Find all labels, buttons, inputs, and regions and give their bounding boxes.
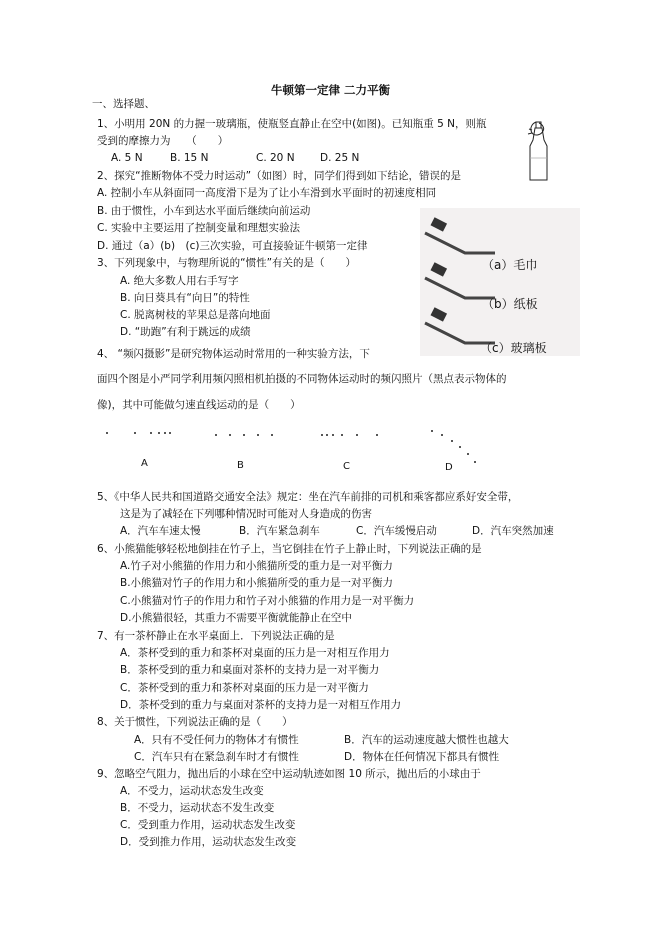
q8-option-c: C．汽车只有在紧急刹车时才有惯性 (134, 751, 299, 763)
q8-option-a: A．只有不受任何力的物体才有惯性 (134, 734, 299, 746)
q7-option-b: B．茶杯受到的重力和桌面对茶杯的支持力是一对平衡力 (120, 664, 380, 676)
q2-option-a: A. 控制小车从斜面同一高度滑下是为了让小车滑到水平面时的初速度相同 (97, 187, 437, 199)
q1-option-d: D. 25 N (320, 152, 360, 164)
q2-stem: 2、探究“推断物体不受力时运动”（如图）时，同学们得到如下结论，错误的是 (97, 170, 462, 182)
q7-option-c: C．茶杯受到的重力和茶杯对桌面的压力是一对平衡力 (120, 682, 369, 694)
q8-option-d: D．物体在任何情况下都具有惯性 (344, 751, 500, 763)
ramp-a-label: （a）毛巾 (482, 258, 538, 272)
q9-option-b: B．不受力，运动状态不发生改变 (120, 802, 275, 814)
q4-stem-line3: 像)，其中可能做匀速直线运动的是（ ） (97, 399, 301, 411)
q9-option-a: A．不受力，运动状态发生改变 (120, 785, 264, 797)
strobe-label-b: B (237, 460, 244, 471)
q9-option-c: C．受到重力作用，运动状态发生改变 (120, 819, 296, 831)
q1-option-c: C. 20 N (256, 152, 295, 164)
q5-option-c: C．汽车缓慢启动 (356, 525, 437, 537)
q3-option-b: B. 向日葵具有“向日”的特性 (120, 292, 250, 304)
q3-option-d: D. “助跑”有利于跳远的成绩 (120, 326, 251, 338)
q1-option-b: B. 15 N (170, 152, 209, 164)
q6-option-c: C.小熊猫对竹子的作用力和竹子对小熊猫的作用力是一对平衡力 (120, 595, 415, 607)
strobe-label-c: C (343, 461, 350, 472)
q5-option-d: D．汽车突然加速 (472, 525, 554, 537)
page-title: 牛顿第一定律 二力平衡 (270, 83, 390, 97)
strobe-label-a: A (141, 458, 148, 469)
q7-stem: 7、有一茶杯静止在水平桌面上．下列说法正确的是 (97, 630, 335, 642)
q5-option-b: B．汽车紧急刹车 (239, 525, 320, 537)
ramp-a-icon (425, 217, 495, 253)
q2-option-b: B. 由于惯性，小车到达水平面后继续向前运动 (97, 205, 311, 217)
q3-option-c: C. 脱离树枝的苹果总是落向地面 (120, 309, 271, 321)
ramp-c-label: （c）玻璃板 (480, 341, 547, 355)
q2-option-c: C. 实验中主要运用了控制变量和理想实验法 (97, 222, 301, 234)
q1-stem-line2: 受到的摩擦力为 （ ） (97, 135, 229, 147)
q5-option-a: A．汽车车速太慢 (120, 525, 201, 537)
q5-stem-line2: 这是为了减轻在下列哪种情况时可能对人身造成的伤害 (120, 508, 372, 520)
q1-stem-line1: 1、小明用 20N 的力握一玻璃瓶，使瓶竖直静止在空中(如图)。已知瓶重 5 N，则瓶 (97, 118, 487, 130)
ramp-c-icon (425, 307, 495, 343)
q8-option-b: B．汽车的运动速度越大惯性也越大 (344, 734, 509, 746)
q2-option-d: D. 通过（a）(b) (c)三次实验，可直接验证牛顿第一定律 (97, 240, 368, 252)
q5-stem-line1: 5、《中华人民共和国道路交通安全法》规定：坐在汽车前排的司机和乘客都应系好安全带， (97, 491, 519, 503)
q4-stem-line2: 面四个图是小严同学利用频闪照相机拍摄的不同物体运动时的频闪照片（黑点表示物体的 (97, 373, 507, 385)
q6-stem: 6、小熊猫能够轻松地倒挂在竹子上，当它倒挂在竹子上静止时，下列说法正确的是 (97, 543, 482, 555)
q3-option-a: A. 绝大多数人用右手写字 (120, 275, 239, 287)
q7-option-a: A．茶杯受到的重力和茶杯对桌面的压力是一对相互作用力 (120, 647, 390, 659)
strobe-label-d: D (445, 462, 453, 473)
q6-option-d: D.小熊猫很轻，其重力不需要平衡就能静止在空中 (120, 612, 352, 624)
q3-stem: 3、下列现象中，与物理所说的“惯性”有关的是（ ） (97, 257, 357, 269)
q1-option-a: A. 5 N (111, 152, 143, 164)
ramps-figure (420, 208, 580, 356)
q9-stem: 9、忽略空气阻力，抛出后的小球在空中运动轨迹如图 10 所示，抛出后的小球由于 (97, 768, 481, 780)
q8-stem: 8、关于惯性，下列说法正确的是（ ） (97, 716, 293, 728)
q9-option-d: D．受到推力作用，运动状态发生改变 (120, 836, 297, 848)
q6-option-b: B.小熊猫对竹子的作用力和小熊猫所受的重力是一对平衡力 (120, 577, 394, 589)
section-heading: 一、选择题、 (92, 98, 155, 110)
q7-option-d: D．茶杯受到的重力与桌面对茶杯的支持力是一对相互作用力 (120, 699, 402, 711)
ramp-b-label: （b）纸板 (482, 297, 538, 311)
bottle-hand-figure (527, 118, 553, 186)
q4-stem-line1: 4、 “频闪摄影”是研究物体运动时常用的一种实验方法，下 (97, 348, 370, 360)
q6-option-a: A.竹子对小熊猫的作用力和小熊猫所受的重力是一对平衡力 (120, 560, 393, 572)
